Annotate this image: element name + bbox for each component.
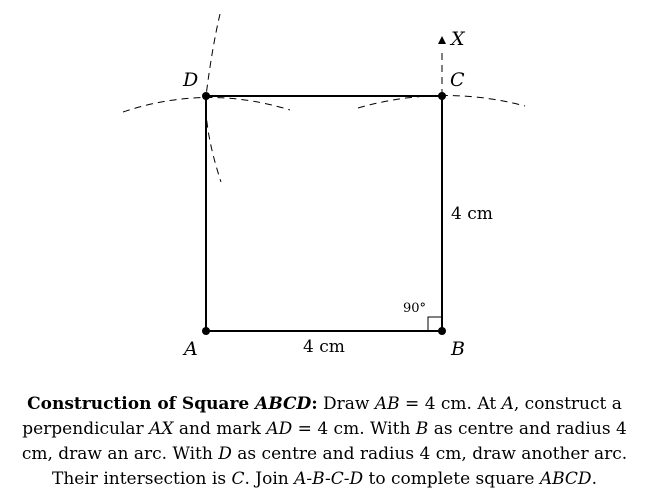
caption-segment: AX [149,419,174,439]
point-a [202,327,210,335]
caption-segment: = 4 cm. With [292,419,416,439]
caption-title-suffix: : [311,394,318,414]
caption-segment: D [218,444,232,464]
construction-caption [10,392,639,492]
label-c: C [450,69,465,91]
caption-segment: AB [374,394,400,414]
caption-segment: as centre and radius 4 cm, draw an arc. With [21,419,627,464]
caption-segment: to complete square [363,469,540,489]
label-a: A [184,338,198,360]
label-x: X [451,28,465,50]
caption-title [27,394,318,414]
measure-bc: 4 cm [451,204,493,224]
caption-segment: = 4 cm. At [399,394,502,414]
measure-ab: 4 cm [303,337,345,357]
caption-segment: . Join [244,469,295,489]
angle-label-b: 90° [403,301,427,316]
caption-segment: A [501,394,514,414]
caption-segment: Draw [317,394,375,414]
caption-segment: ABCD [539,469,592,489]
caption-title-shape: ABCD [255,394,312,414]
point-b [438,327,446,335]
label-b: B [451,338,465,360]
caption-segment: as centre and radius 4 cm, draw another arc. Their intersection is [52,444,628,489]
caption-segment: AD [266,419,293,439]
caption-segment: C [231,469,245,489]
caption-title-prefix: Construction of Square [27,394,256,414]
caption-segment: and mark [173,419,267,439]
point-c [438,92,446,100]
point-d [202,92,210,100]
caption-segment: , construct a perpendicular [22,394,622,439]
label-d: D [183,69,199,91]
caption-segment: A-B-C-D [294,469,364,489]
ray-arrowhead [438,36,446,44]
caption-segment: . [591,469,597,489]
caption-segment: B [415,419,429,439]
